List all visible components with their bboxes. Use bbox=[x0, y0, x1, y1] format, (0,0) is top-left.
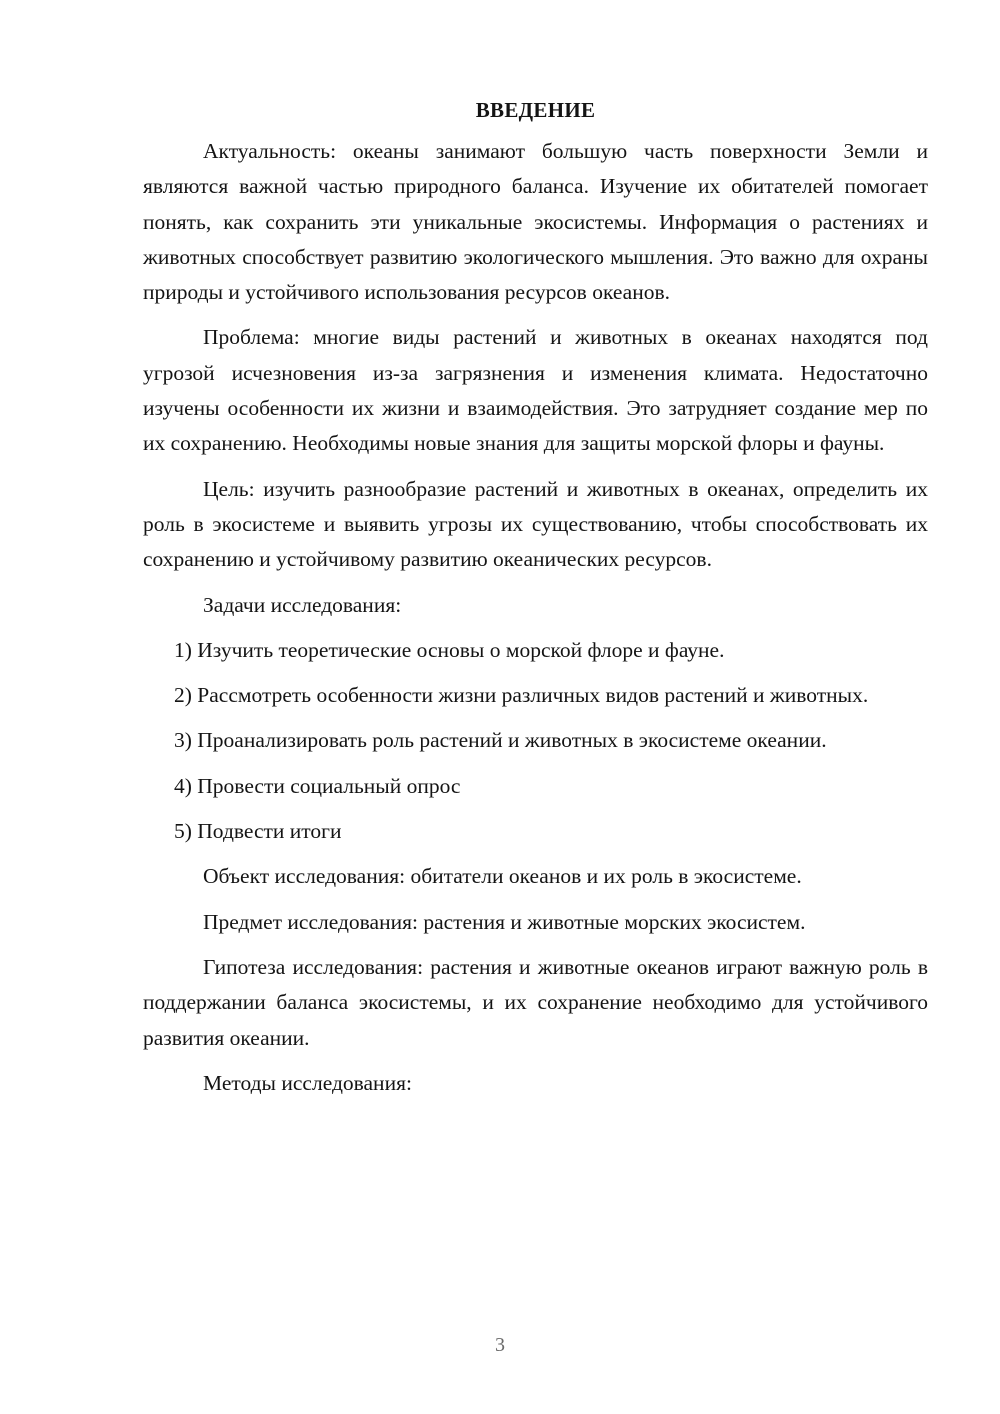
task-item-1: 1) Изучить теоретические основы о морской флоре и фауне. bbox=[174, 637, 725, 662]
relevance-paragraph: Актуальность: океаны занимают большую часть поверхности Земли и являются важной частью природного баланса. Изучение их обитателей помогает понять, как сохранить эти уникальные экосистемы. Информация о растениях и животных способствует развитию экологического мышления. Это важно для охраны природы и устойчивого использования ресурсов океанов. bbox=[143, 139, 928, 305]
task-item-3: 3) Проанализировать роль растений и животных в экосистеме океании. bbox=[174, 728, 827, 753]
research-subject-paragraph: Предмет исследования: растения и животные морских экосистем. bbox=[203, 909, 806, 934]
problem-paragraph: Проблема: многие виды растений и животных в океанах находятся под угрозой исчезновения из-за загрязнения и изменения климата. Недостаточно изучены особенности их жизни и взаимодействия. Это затрудняет создание мер по их сохранению. Необходимы новые знания для защиты морской флоры и фауны. bbox=[143, 325, 928, 456]
research-object-paragraph: Объект исследования: обитатели океанов и их роль в экосистеме. bbox=[203, 864, 802, 889]
page-title: ВВЕДЕНИЕ bbox=[475, 98, 596, 122]
hypothesis-paragraph: Гипотеза исследования: растения и животные океанов играют важную роль в поддержании баланса экосистемы, и их сохранение необходимо для устойчивого развития океании. bbox=[143, 954, 928, 1050]
methods-heading: Методы исследования: bbox=[203, 1070, 412, 1095]
goal-paragraph: Цель: изучить разнообразие растений и животных в океанах, определить их роль в экосистеме и выявить угрозы их существованию, чтобы способствовать их сохранению и устойчивому развитию океанических ресурсов. bbox=[143, 476, 928, 572]
task-item-4: 4) Провести социальный опрос bbox=[174, 773, 461, 798]
task-item-2: 2) Рассмотреть особенности жизни различных видов растений и животных. bbox=[174, 683, 869, 708]
page-number: 3 bbox=[495, 1334, 505, 1356]
tasks-heading: Задачи исследования: bbox=[203, 592, 402, 617]
page-content bbox=[143, 93, 928, 1111]
task-item-5: 5) Подвести итоги bbox=[174, 819, 342, 844]
